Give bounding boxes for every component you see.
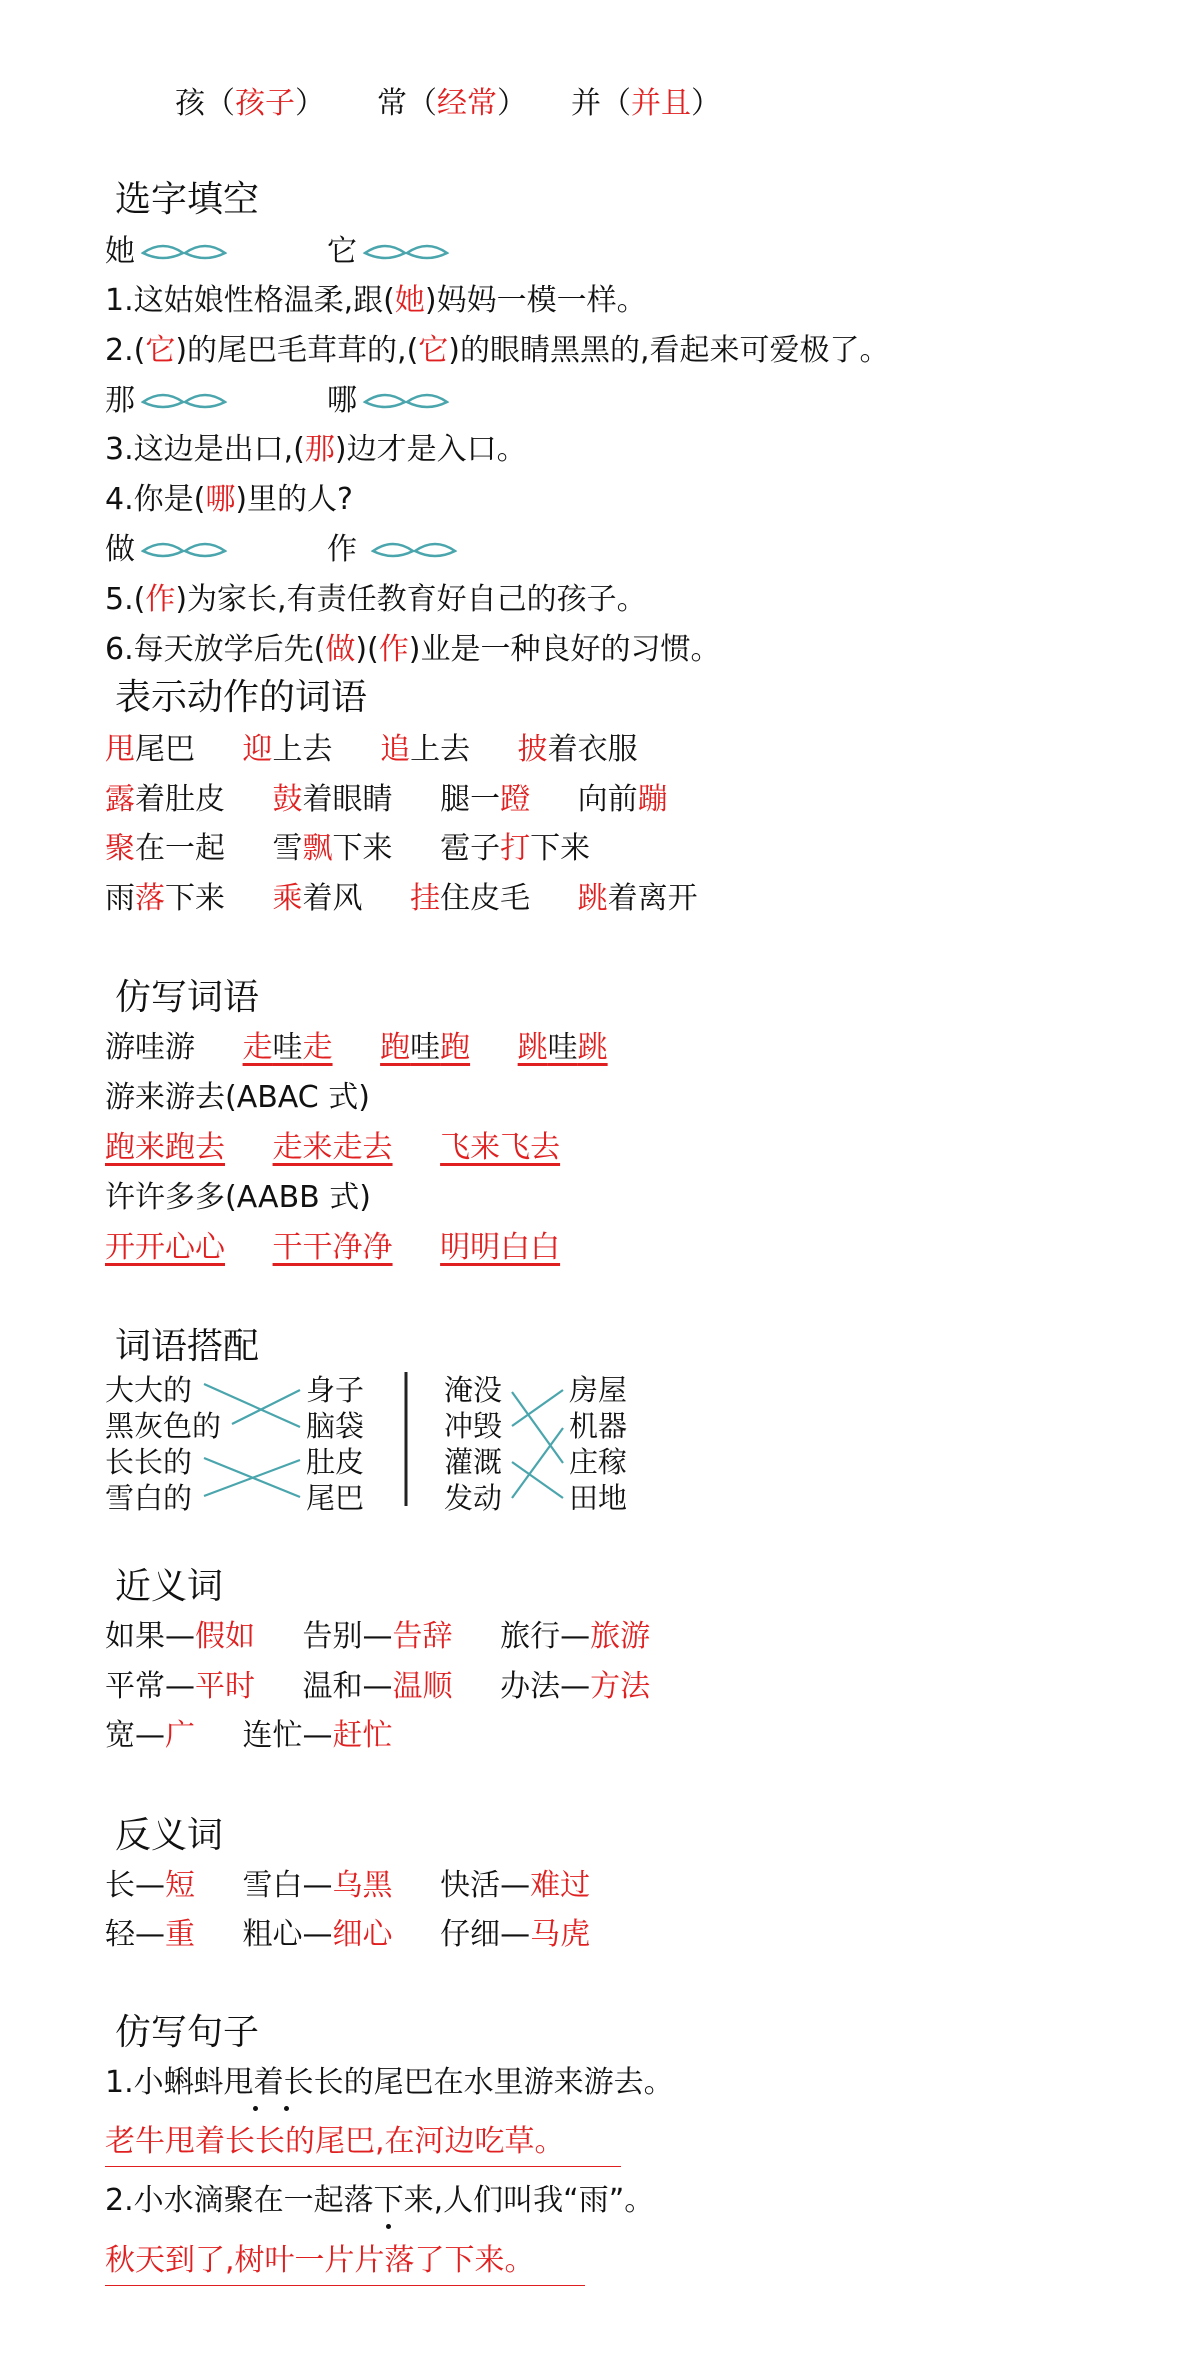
action-word: 鼓着眼睛	[272, 782, 393, 817]
action-word: 雹子打下来	[440, 831, 591, 866]
action-word: 雨落下来	[105, 881, 225, 916]
top-item: 并（并且）	[571, 86, 721, 121]
synonym-pair: 平常—平时	[105, 1669, 255, 1704]
emphasis-dot	[253, 2106, 258, 2111]
action-word: 雪飘下来	[272, 831, 393, 866]
match-right-word: 田地	[569, 1481, 628, 1515]
synonym-row	[105, 1667, 650, 1707]
match-right-word: 房屋	[569, 1373, 628, 1407]
top-item: 孩（孩子）	[175, 86, 325, 121]
synonym-row	[105, 1617, 650, 1657]
answer-sentence-1: 老牛甩着长长的尾巴,在河边吃草。	[105, 2124, 565, 2159]
match-left-word: 冲毁	[444, 1409, 503, 1443]
match-left-word: 雪白的	[105, 1481, 193, 1515]
match-line	[512, 1392, 563, 1463]
antonym-pair: 长—短	[105, 1868, 195, 1903]
imitate-answer: 飞来飞去	[440, 1130, 561, 1165]
match-right-word: 身子	[306, 1373, 365, 1407]
match-right-word: 庄稼	[569, 1445, 628, 1479]
section-title-choose: 选字填空	[115, 179, 260, 220]
emphasis-dot	[284, 2106, 289, 2111]
antonym-pair: 雪白—乌黑	[242, 1868, 393, 1903]
match-line	[204, 1384, 300, 1427]
match-left-word: 发动	[444, 1481, 503, 1515]
imitate-example-2: 游来游去(ABAC 式)	[105, 1080, 370, 1115]
example-sentence-1: 1.小蝌蚪甩着长长的尾巴在水里游来游去。	[105, 2065, 674, 2100]
action-word: 披着衣服	[517, 732, 638, 767]
question-6: 6.每天放学后先(做)(作)业是一种良好的习惯。	[105, 632, 721, 667]
antonym-pair: 快活—难过	[440, 1868, 591, 1903]
section-title-synonyms: 近义词	[115, 1566, 224, 1607]
action-word: 聚在一起	[105, 831, 225, 866]
action-word: 甩尾巴	[105, 732, 195, 767]
char-pair-3: 做 作	[105, 530, 457, 570]
imitate-answer: 跳哇跳	[517, 1030, 608, 1065]
antonym-row	[105, 1866, 590, 1906]
match-left-word: 淹没	[444, 1373, 503, 1407]
match-line	[512, 1390, 563, 1426]
section-title-antonyms: 反义词	[115, 1815, 224, 1856]
match-left-word: 灌溉	[444, 1445, 503, 1479]
antonym-pair: 粗心—细心	[242, 1917, 393, 1952]
section-title-actions: 表示动作的词语	[115, 677, 368, 718]
match-line	[232, 1390, 300, 1424]
match-right-word: 肚皮	[306, 1445, 365, 1479]
imitate-example-3: 许许多多(AABB 式)	[105, 1180, 371, 1215]
question-3: 3.这边是出口,(那)边才是入口。	[105, 432, 527, 467]
question-1: 1.这姑娘性格温柔,跟(她)妈妈一模一样。	[105, 283, 647, 318]
action-word: 跳着离开	[577, 881, 698, 916]
match-left-word: 黑灰色的	[105, 1409, 222, 1443]
synonym-pair: 宽—广	[105, 1718, 195, 1753]
synonym-pair: 温和—温顺	[302, 1669, 453, 1704]
question-2: 2.(它)的尾巴毛茸茸的,(它)的眼睛黑黑的,看起来可爱极了。	[105, 333, 890, 368]
synonym-pair: 办法—方法	[500, 1669, 651, 1704]
example-sentence-2: 2.小水滴聚在一起落下来,人们叫我“雨”。	[105, 2183, 655, 2218]
antonym-row	[105, 1915, 590, 1955]
question-5: 5.(作)为家长,有责任教育好自己的孩子。	[105, 582, 647, 617]
section-title-imitate-words: 仿写词语	[115, 977, 260, 1018]
imitate-answer: 跑来跑去	[105, 1130, 225, 1165]
imitate-answer: 开开心心	[105, 1230, 225, 1265]
match-right-word: 尾巴	[306, 1481, 365, 1515]
char-pair-1: 她 它	[105, 232, 449, 272]
top-item: 常（经常）	[377, 86, 527, 121]
action-word: 追上去	[380, 732, 471, 767]
synonym-row	[105, 1716, 393, 1756]
action-word: 腿一蹬	[440, 782, 531, 817]
imitate-answer: 走来走去	[272, 1130, 393, 1165]
imitate-answer: 走哇走	[242, 1030, 333, 1065]
match-left-word: 长长的	[105, 1445, 193, 1479]
emphasis-dot	[386, 2224, 391, 2229]
answer-underline	[105, 2285, 585, 2286]
match-line	[512, 1462, 563, 1498]
action-word: 露着肚皮	[105, 782, 225, 817]
match-right-word: 脑袋	[306, 1409, 365, 1443]
match-line	[512, 1428, 563, 1498]
imitate-row-1: 游哇游 走哇走 跑哇跑 跳哇跳	[105, 1030, 608, 1065]
action-word: 迎上去	[242, 732, 333, 767]
answer-sentence-2: 秋天到了,树叶一片片落了下来。	[105, 2243, 535, 2278]
match-left-word: 大大的	[105, 1373, 193, 1407]
answer-underline	[105, 2166, 621, 2167]
action-word: 乘着风	[272, 881, 363, 916]
char-pair-2: 那 哪	[105, 381, 449, 421]
imitate-answer: 跑哇跑	[380, 1030, 471, 1065]
section-title-imitate-sentences: 仿写句子	[115, 2012, 260, 2053]
antonym-pair: 仔细—马虎	[440, 1917, 591, 1952]
action-word: 向前蹦	[577, 782, 668, 817]
antonym-pair: 轻—重	[105, 1917, 195, 1952]
action-word: 挂住皮毛	[410, 881, 531, 916]
synonym-pair: 告别—告辞	[302, 1619, 453, 1654]
imitate-answer: 干干净净	[272, 1230, 393, 1265]
imitate-answer: 明明白白	[440, 1230, 561, 1265]
match-right-word: 机器	[569, 1409, 628, 1443]
synonym-pair: 如果—假如	[105, 1619, 255, 1654]
synonym-pair: 连忙—赶忙	[242, 1718, 393, 1753]
section-title-match: 词语搭配	[115, 1326, 260, 1367]
synonym-pair: 旅行—旅游	[500, 1619, 651, 1654]
question-4: 4.你是(哪)里的人?	[105, 482, 353, 517]
